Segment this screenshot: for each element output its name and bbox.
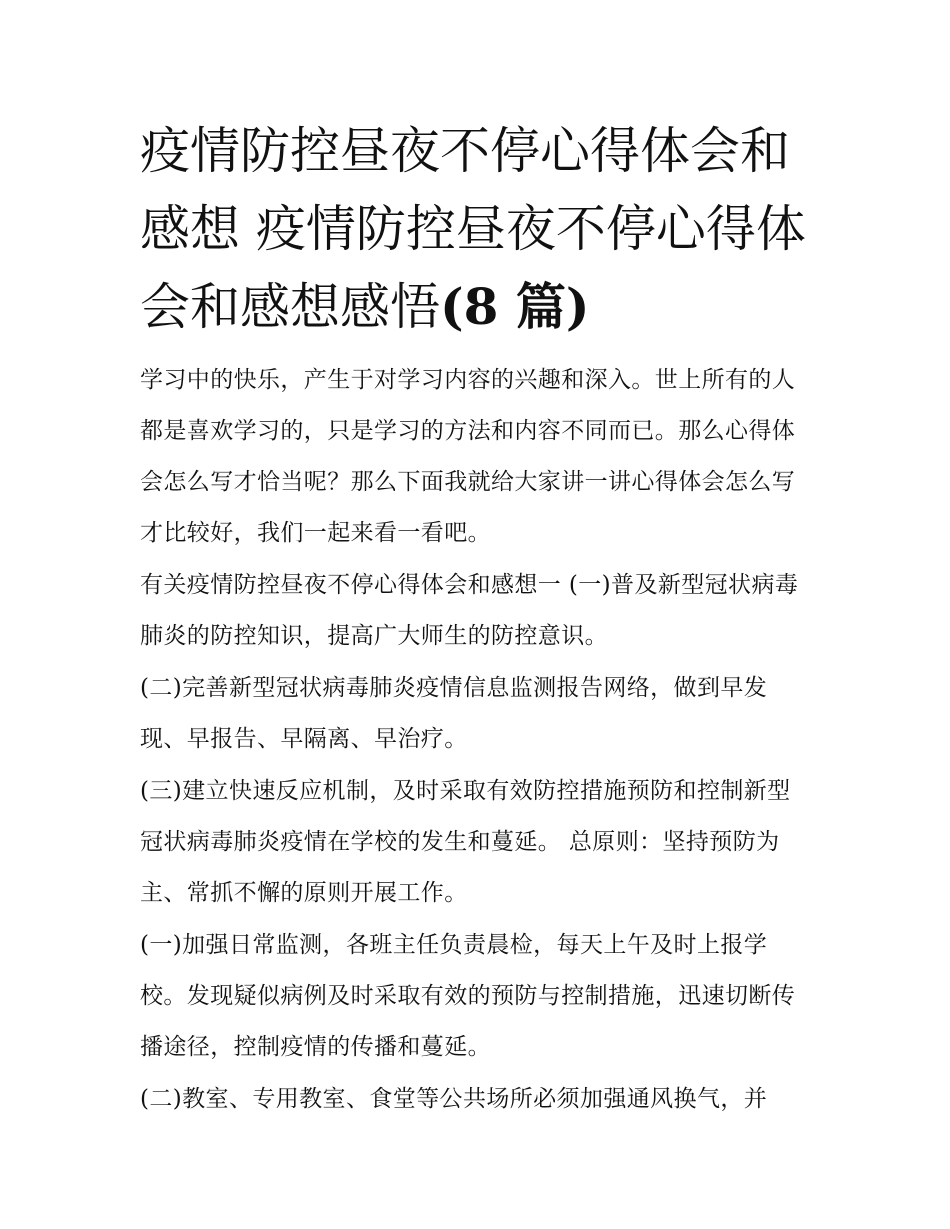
document-title	[140, 112, 810, 346]
document-body	[140, 355, 812, 1126]
paragraph-3: (三)建立快速反应机制，及时采取有效防控措施预防和控制新型冠状病毒肺炎疫情在学校的发生和蔓延。 总原则：坚持预防为主、常抓不懈的原则开展工作。	[140, 778, 791, 906]
paragraph-5: (二)教室、专用教室、食堂等公共场所必须加强通风换气，并	[140, 1086, 768, 1112]
paragraph-intro: 学习中的快乐，产生于对学习内容的兴趣和深入。世上所有的人都是喜欢学习的，只是学习的方法和内容不同而已。那么心得体会怎么写才恰当呢？那么下面我就给大家讲一讲心得体会怎么写才比较好，我们一起来看一看吧。	[140, 367, 796, 546]
title-main: 疫情防控昼夜不停心得体会和感想 疫情防控昼夜不停心得体会和感想感悟	[140, 122, 806, 336]
paragraph-2: (二)完善新型冠状病毒肺炎疫情信息监测报告网络，做到早发现、早报告、早隔离、早治疗。	[140, 675, 768, 752]
paragraph-4: (一)加强日常监测，各班主任负责晨检，每天上午及时上报学校。发现疑似病例及时采取有效的预防与控制措施，迅速切断传播途径，控制疫情的传播和蔓延。	[140, 932, 796, 1060]
title-count: (8 篇)	[440, 277, 590, 336]
paragraph-1: 有关疫情防控昼夜不停心得体会和感想一 (一)普及新型冠状病毒肺炎的防控知识，提高广大师生的防控意识。	[140, 572, 799, 649]
